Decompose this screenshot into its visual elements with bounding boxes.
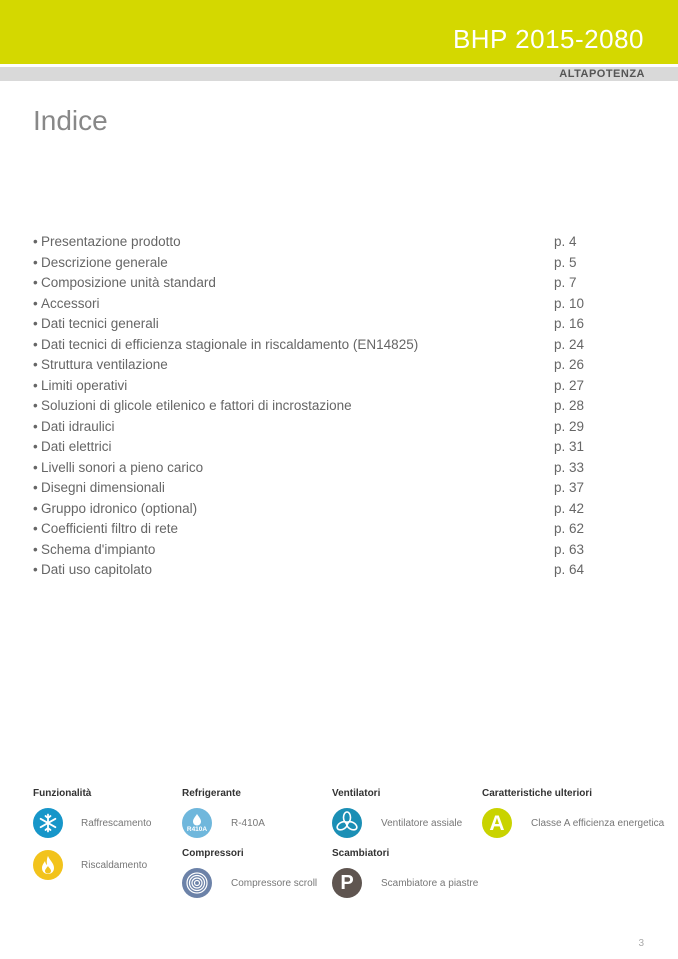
legend-title-refrigerante: Refrigerante	[182, 788, 241, 799]
toc-entry[interactable]	[33, 417, 593, 438]
toc-entry-label: Composizione unità standard	[41, 275, 216, 290]
toc-entry-page: p. 10	[554, 295, 585, 311]
toc-entry-page: p. 27	[554, 377, 585, 393]
plate-exchanger-icon	[332, 868, 362, 898]
bullet-icon: •	[33, 234, 38, 249]
bullet-icon: •	[33, 480, 38, 495]
toc-entry-label: Dati uso capitolato	[41, 562, 153, 577]
bullet-icon: •	[33, 439, 38, 454]
toc-entry[interactable]	[33, 294, 593, 315]
toc-entry[interactable]	[33, 478, 593, 499]
refrigerant-drop-icon	[182, 808, 212, 838]
toc-entry-page: p. 5	[554, 254, 577, 270]
toc-entry-page: p. 4	[554, 234, 577, 249]
document-subtitle: ALTAPOTENZA	[559, 68, 645, 80]
toc-entry-label: Dati elettrici	[41, 439, 112, 454]
axial-fan-icon	[332, 808, 362, 838]
toc-entry-label: Soluzioni di glicole etilenico e fattori di incrostazione	[41, 398, 352, 413]
bullet-icon: •	[33, 459, 38, 475]
toc-entry[interactable]	[33, 253, 593, 274]
snowflake-icon	[33, 808, 63, 838]
legend-title-compressori: Compressori	[182, 848, 244, 859]
page-number: 3	[638, 938, 644, 949]
toc-entry[interactable]	[33, 355, 593, 376]
toc-entry-label: Struttura ventilazione	[41, 357, 168, 372]
toc-entry-label: Livelli sonori a pieno carico	[41, 459, 204, 475]
document-title: BHP 2015-2080	[452, 24, 644, 54]
energy-class-a-icon	[482, 808, 512, 838]
toc-entry[interactable]	[33, 314, 593, 335]
toc-entry-label: Coefficienti filtro di rete	[41, 521, 179, 536]
legend-label-raffrescamento: Raffrescamento	[81, 818, 152, 829]
bullet-icon: •	[33, 336, 38, 352]
bullet-icon: •	[33, 254, 38, 270]
toc-entry-page: p. 33	[554, 459, 585, 475]
toc-entry[interactable]	[33, 499, 593, 520]
toc-entry-page: p. 64	[554, 562, 585, 577]
toc-entry-label: Dati tecnici di efficienza stagionale in riscaldamento (EN14825)	[41, 336, 419, 352]
legend-title-scambiatori: Scambiatori	[332, 848, 390, 859]
toc-entry-label: Schema d'impianto	[41, 541, 156, 557]
bullet-icon: •	[33, 541, 38, 557]
toc-entry-page: p. 29	[554, 418, 585, 434]
toc-entry-page: p. 28	[554, 398, 585, 413]
toc-entry-label: Limiti operativi	[41, 377, 128, 393]
legend-label-compressore-scroll: Compressore scroll	[231, 878, 318, 889]
scroll-compressor-icon	[182, 868, 212, 898]
toc-entry[interactable]	[33, 335, 593, 356]
bullet-icon: •	[33, 398, 38, 413]
toc-entry[interactable]	[33, 396, 593, 417]
flame-icon	[33, 850, 63, 880]
toc-entry[interactable]	[33, 232, 593, 253]
toc-entry-page: p. 7	[554, 275, 577, 290]
refrigerant-icon-text: R410A	[186, 826, 208, 833]
legend-label-r410a: R-410A	[231, 818, 265, 829]
toc-entry[interactable]	[33, 437, 593, 458]
toc-entry-page: p. 42	[554, 500, 585, 516]
toc-entry-page: p. 63	[554, 541, 585, 557]
bullet-icon: •	[33, 316, 38, 331]
bullet-icon: •	[33, 377, 38, 393]
bullet-icon: •	[33, 357, 38, 372]
toc-entry-label: Disegni dimensionali	[41, 480, 165, 495]
page-title: Indice	[33, 105, 108, 136]
bullet-icon: •	[33, 500, 38, 516]
toc-entry-page: p. 62	[554, 521, 585, 536]
toc-entry[interactable]	[33, 458, 593, 479]
toc-entry[interactable]	[33, 560, 593, 581]
bullet-icon: •	[33, 275, 38, 290]
header-band	[0, 0, 678, 64]
bullet-icon: •	[33, 418, 38, 434]
toc-entry[interactable]	[33, 273, 593, 294]
toc-entry-label: Dati idraulici	[41, 418, 115, 434]
toc-entry-label: Descrizione generale	[41, 254, 168, 270]
toc-entry-page: p. 16	[554, 316, 585, 331]
toc-entry-page: p. 24	[554, 336, 585, 352]
toc-entry-label: Presentazione prodotto	[41, 234, 181, 249]
legend-label-riscaldamento: Riscaldamento	[81, 860, 148, 871]
legend-title-ventilatori: Ventilatori	[332, 788, 381, 799]
toc-entry-page: p. 31	[554, 439, 585, 454]
plate-exchanger-icon-text: P	[340, 872, 354, 894]
legend-label-scambiatore-piastre: Scambiatore a piastre	[381, 878, 479, 889]
toc-entry-label: Accessori	[41, 295, 100, 311]
bullet-icon: •	[33, 295, 38, 311]
legend-title-caratteristiche: Caratteristiche ulteriori	[482, 788, 593, 799]
toc-entry-page: p. 26	[554, 357, 585, 372]
toc-entry[interactable]	[33, 519, 593, 540]
toc-entry-label: Dati tecnici generali	[41, 316, 159, 331]
energy-class-icon-text: A	[489, 811, 505, 835]
legend-label-classe-a: Classe A efficienza energetica	[531, 818, 665, 829]
bullet-icon: •	[33, 562, 38, 577]
toc-entry[interactable]	[33, 540, 593, 561]
legend-label-ventilatore-assiale: Ventilatore assiale	[381, 818, 463, 829]
legend-title-funzionalita: Funzionalità	[33, 788, 92, 799]
toc-entry-page: p. 37	[554, 480, 585, 495]
bullet-icon: •	[33, 521, 38, 536]
toc-entry[interactable]	[33, 376, 593, 397]
toc-entry-label: Gruppo idronico (optional)	[41, 500, 198, 516]
table-of-contents	[33, 232, 593, 581]
